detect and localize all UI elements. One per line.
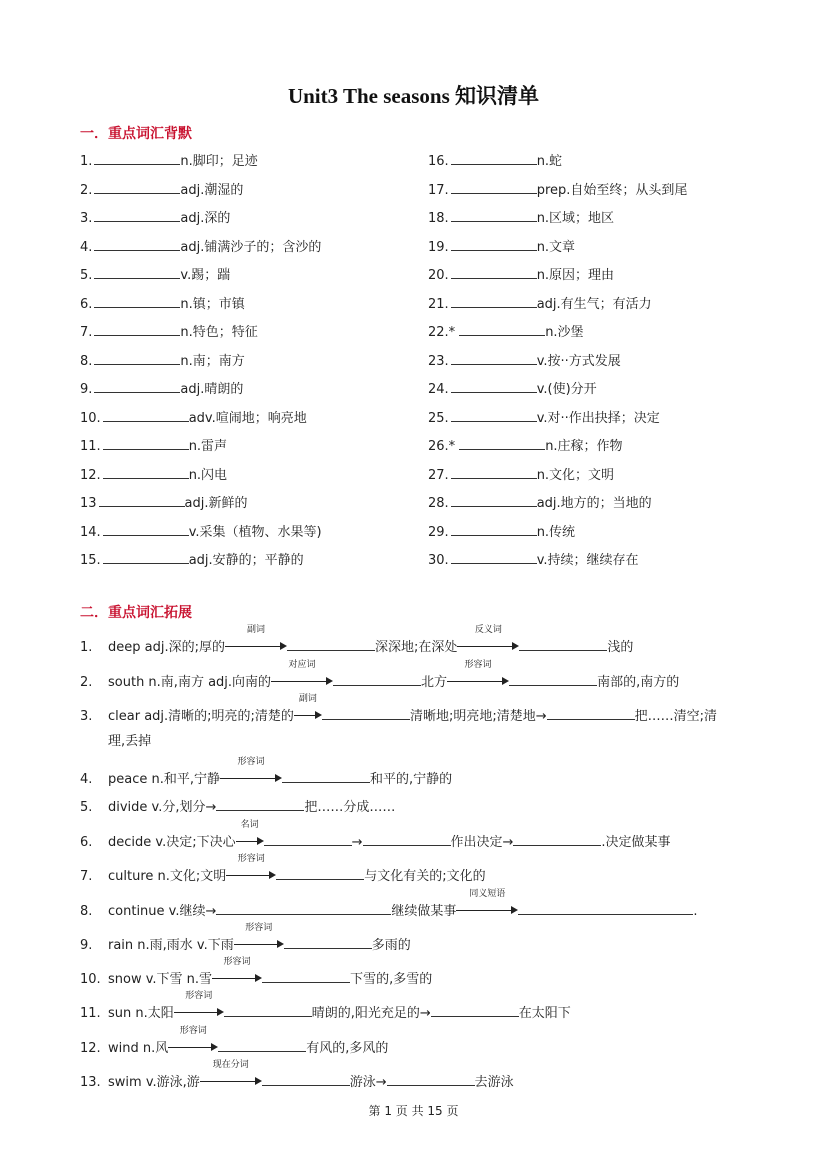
vocab-number: 23. (428, 353, 449, 369)
blank[interactable] (262, 1072, 350, 1086)
vocab-number: 6. (80, 296, 93, 312)
vocab-item (80, 522, 322, 541)
vocab-item (80, 151, 258, 170)
vocab-number: 16. (428, 154, 449, 169)
blank[interactable] (518, 901, 693, 915)
vocab-item (428, 237, 575, 256)
vocab-definition: n.闪电 (188, 467, 228, 483)
vocab-item (428, 208, 614, 227)
vocab-number: 10. (80, 410, 101, 426)
vocab-item (80, 408, 307, 427)
blank[interactable] (224, 1003, 312, 1017)
vocab-item (80, 436, 227, 455)
blank[interactable] (451, 180, 537, 194)
vocab-number: 21. (428, 296, 449, 312)
blank[interactable] (264, 832, 352, 846)
expand-item-3-cont: 理,丢掉 (108, 734, 152, 749)
vocab-definition: adj.安静的；平静的 (188, 553, 304, 568)
vocab-number: 29. (428, 524, 449, 540)
vocab-definition: n.区域；地区 (536, 211, 615, 226)
blank[interactable] (451, 265, 537, 279)
blank[interactable] (287, 637, 375, 651)
arrow-icon: 副词 (225, 637, 287, 651)
arrow-icon: 形容词 (226, 866, 276, 880)
vocab-number: 20. (428, 268, 449, 283)
vocab-definition: n.原因；理由 (536, 268, 615, 283)
vocab-item (428, 294, 652, 313)
vocab-number: 19. (428, 239, 449, 255)
vocab-item (428, 351, 621, 370)
vocab-number: 27. (428, 467, 449, 483)
vocab-item (428, 322, 584, 341)
blank[interactable] (284, 935, 372, 949)
vocab-definition: v.按··方式发展 (536, 353, 621, 369)
vocab-definition: adj.铺满沙子的；含沙的 (180, 239, 322, 255)
blank[interactable] (103, 408, 189, 422)
blank[interactable] (451, 493, 537, 507)
vocab-definition: v.采集（植物、水果等) (188, 524, 322, 540)
blank[interactable] (451, 522, 537, 536)
arrow-icon: 现在分词 (200, 1072, 262, 1086)
blank[interactable] (94, 151, 180, 165)
vocab-definition: n.雷声 (188, 439, 228, 454)
vocab-definition: n.传统 (536, 524, 576, 540)
blank[interactable] (451, 351, 537, 365)
vocab-item (80, 379, 243, 398)
vocab-definition: v.对··作出抉择；决定 (536, 410, 660, 426)
arrow-icon: 形容词 (234, 935, 284, 949)
vocab-definition: n.脚印；足迹 (180, 154, 258, 169)
blank[interactable] (451, 294, 537, 308)
blank[interactable] (451, 550, 537, 564)
arrow-icon: 名词 (236, 832, 264, 846)
blank[interactable] (216, 901, 391, 915)
section-1-title: 一．重点词汇背默 (80, 126, 192, 142)
blank[interactable] (94, 180, 180, 194)
vocab-definition: v.(使)分开 (536, 382, 597, 397)
blank[interactable] (509, 672, 597, 686)
blank[interactable] (547, 706, 635, 720)
blank[interactable] (451, 465, 537, 479)
vocab-item (80, 550, 304, 569)
blank[interactable] (363, 832, 451, 846)
vocab-item (80, 493, 248, 512)
vocab-definition: n.文章 (536, 239, 576, 255)
page-title: Unit3 The seasons 知识清单 (287, 84, 540, 108)
expand-item-12: 12. wind n.风 形容词 有风的,多风的 (80, 1026, 389, 1056)
blank[interactable] (451, 208, 537, 222)
blank[interactable] (276, 866, 364, 880)
arrow-icon: 形容词 (212, 969, 262, 983)
blank[interactable] (282, 769, 370, 783)
expand-item-3: 3. clear adj.清晰的;明亮的;清楚的 副词 清晰地;明亮地;清楚地→ 把……清空;清 (80, 694, 717, 724)
vocab-number: 30. (428, 553, 449, 568)
vocab-item (80, 265, 230, 284)
vocab-item (428, 550, 639, 569)
blank[interactable] (103, 522, 189, 536)
blank[interactable] (333, 672, 421, 686)
blank[interactable] (451, 151, 537, 165)
vocab-definition: adj.地方的；当地的 (536, 496, 652, 511)
arrow-icon: 同义短语 (456, 901, 518, 915)
vocab-definition: adj.新鲜的 (184, 496, 248, 511)
vocab-item (80, 322, 258, 341)
blank[interactable] (94, 208, 180, 222)
vocab-number: 9. (80, 382, 93, 397)
expand-item-8: 8. continue v.继续→ 继续做某事 同义短语 . (80, 889, 698, 919)
vocab-number: 24. (428, 382, 449, 397)
expand-item-4: 4. peace n.和平,宁静 形容词 和平的,宁静的 (80, 757, 453, 787)
blank[interactable] (94, 237, 180, 251)
vocab-item (428, 180, 687, 199)
blank[interactable] (218, 1038, 306, 1052)
blank[interactable] (103, 465, 189, 479)
blank[interactable] (94, 294, 180, 308)
expand-item-10: 10. snow v.下雪 n.雪 形容词 下雪的,多雪的 (80, 957, 433, 987)
blank[interactable] (451, 379, 537, 393)
blank[interactable] (431, 1003, 519, 1017)
blank[interactable] (216, 797, 304, 811)
vocab-item (428, 465, 614, 484)
vocab-item (428, 493, 652, 512)
vocab-definition: n.沙堡 (545, 325, 584, 340)
arrow-icon: 对应词 (271, 672, 333, 686)
vocab-definition: adj.深的 (180, 211, 231, 226)
blank[interactable] (94, 351, 180, 365)
blank[interactable] (322, 706, 410, 720)
blank[interactable] (94, 265, 180, 279)
blank[interactable] (387, 1072, 475, 1086)
blank[interactable] (103, 436, 189, 450)
blank[interactable] (99, 493, 185, 507)
vocab-definition: n.特色；特征 (180, 325, 258, 340)
vocab-definition: adj.有生气；有活力 (536, 296, 652, 312)
vocab-number: 28. (428, 496, 449, 511)
vocab-item (428, 379, 597, 398)
vocab-definition: adv.喧闹地；响亮地 (188, 410, 307, 426)
page-footer: 第 1 页 共 15 页 (368, 1104, 459, 1118)
vocab-definition: v.持续；继续存在 (536, 553, 639, 568)
vocab-definition: n.南；南方 (180, 353, 245, 369)
section-2-title: 二．重点词汇拓展 (80, 605, 192, 621)
vocab-definition: n.庄稼；作物 (545, 439, 623, 454)
vocab-definition: prep.自始至终；从头到尾 (536, 182, 688, 198)
vocab-number: 1. (80, 154, 93, 169)
vocab-number: 7. (80, 325, 93, 340)
vocab-item (80, 237, 321, 256)
blank[interactable] (513, 832, 601, 846)
vocab-number: 22.* (428, 325, 456, 340)
expand-item-5: 5. divide v.分,划分→ 把……分成…… (80, 797, 395, 816)
vocab-number: 11. (80, 439, 101, 454)
vocab-item (80, 294, 245, 313)
vocab-item (80, 465, 227, 484)
expand-item-1: 1. deep adj.深的;厚的 副词 深深地;在深处 反义词 浅的 (80, 625, 634, 655)
vocab-number: 17. (428, 182, 449, 198)
expand-item-2: 2. south n.南,南方 adj.向南的 对应词 北方 形容词 南部的,南方的 (80, 660, 680, 690)
vocab-number: 4. (80, 239, 93, 255)
vocab-definition: n.文化；文明 (536, 467, 615, 483)
blank[interactable] (451, 237, 537, 251)
vocab-number: 14. (80, 524, 101, 540)
blank[interactable] (459, 436, 545, 450)
vocab-definition: v.踢；踹 (180, 268, 231, 283)
vocab-item (428, 265, 614, 284)
vocab-number: 3. (80, 211, 93, 226)
vocab-number: 5. (80, 268, 93, 283)
vocab-item (428, 522, 575, 541)
vocab-number: 25. (428, 410, 449, 426)
blank[interactable] (451, 408, 537, 422)
blank[interactable] (459, 322, 545, 336)
vocab-number: 18. (428, 211, 449, 226)
vocab-definition: n.镇；市镇 (180, 296, 245, 312)
arrow-icon: 形容词 (174, 1003, 224, 1017)
vocab-number: 2. (80, 182, 93, 198)
blank[interactable] (94, 379, 180, 393)
expand-item-13: 13. swim v.游泳,游 现在分词 游泳→ 去游泳 (80, 1060, 514, 1090)
blank[interactable] (262, 969, 350, 983)
vocab-number: 15. (80, 553, 101, 568)
blank[interactable] (103, 550, 189, 564)
vocab-definition: n.蛇 (536, 154, 563, 169)
vocab-number: 12. (80, 467, 101, 483)
expand-item-9: 9. rain n.雨,雨水 v.下雨 形容词 多雨的 (80, 923, 411, 953)
arrow-icon: 副词 (294, 706, 322, 720)
vocab-definition: adj.潮湿的 (180, 182, 244, 198)
vocab-item (80, 351, 245, 370)
vocab-item (428, 436, 623, 455)
blank[interactable] (94, 322, 180, 336)
vocab-item (80, 208, 230, 227)
vocab-definition: adj.晴朗的 (180, 382, 244, 397)
expand-item-7: 7. culture n.文化;文明 形容词 与文化有关的;文化的 (80, 854, 486, 884)
arrow-icon: 形容词 (447, 672, 509, 686)
blank[interactable] (519, 637, 607, 651)
vocab-item (428, 408, 660, 427)
vocab-number: 13 (80, 496, 97, 511)
expand-item-11: 11. sun n.太阳 形容词 晴朗的,阳光充足的→ 在太阳下 (80, 991, 571, 1021)
arrow-icon: 反义词 (457, 637, 519, 651)
vocab-item (428, 151, 562, 170)
arrow-icon: 形容词 (168, 1038, 218, 1052)
vocab-item (80, 180, 243, 199)
arrow-icon: 形容词 (220, 769, 282, 783)
vocab-number: 8. (80, 353, 93, 369)
vocab-number: 26.* (428, 439, 456, 454)
expand-item-6: 6. decide v.决定;下决心 名词 → 作出决定→ .决定做某事 (80, 820, 671, 850)
